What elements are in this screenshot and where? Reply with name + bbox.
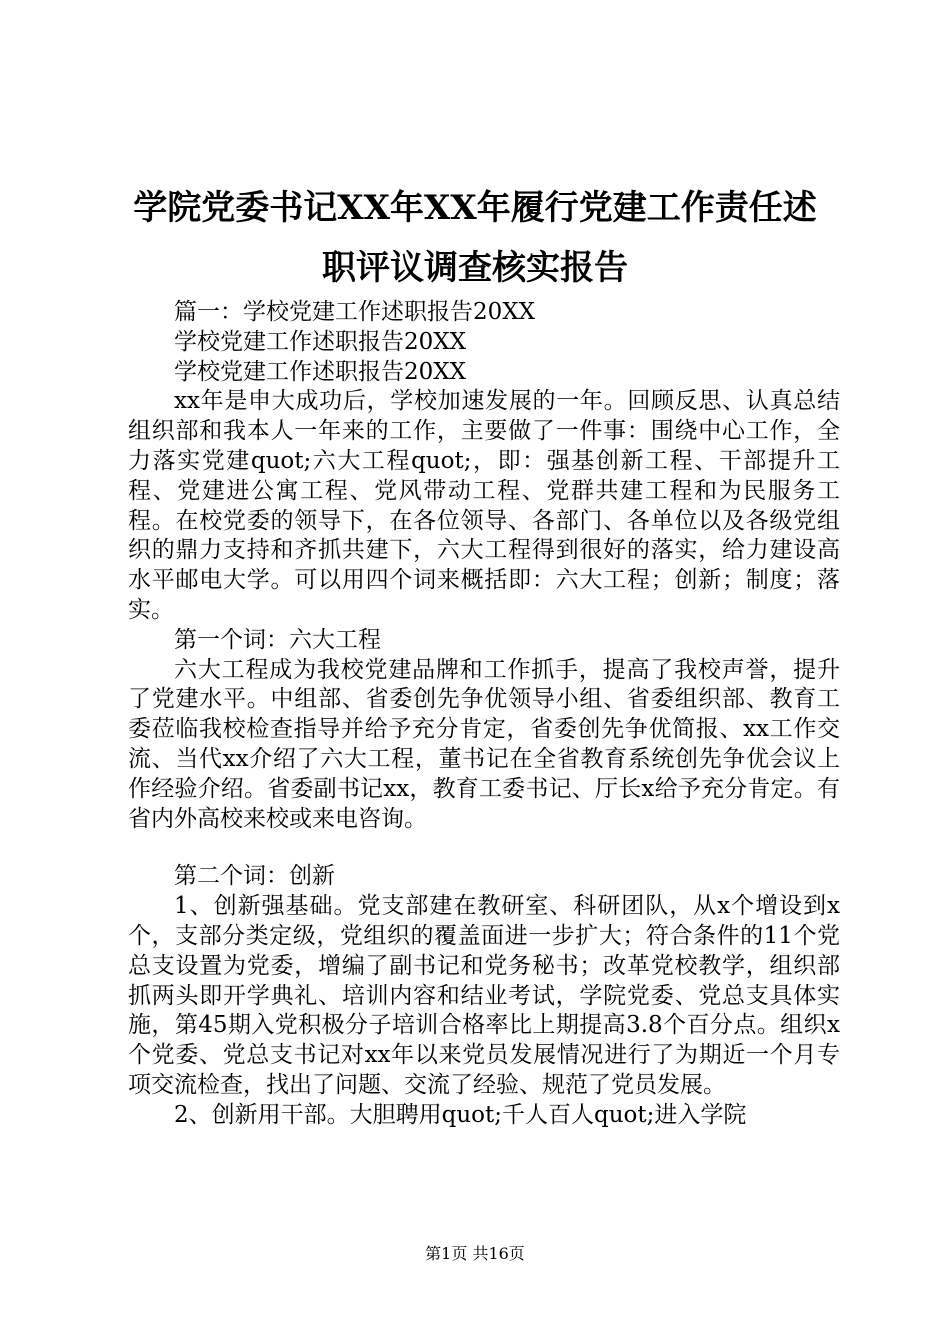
document-body bbox=[128, 298, 840, 1131]
body-paragraph: xx年是申大成功后，学校加速发展的一年。回顾反思、认真总结组织部和我本人一年来的工作，主要做了一件事：围绕中心工作，全力落实党建quot;六大工程quot;，即：强基创新工程、干部提升工程、党建进公寓工程、党风带动工程、党群共建工程和为民服务工程。在校党委的领导下，在各位领导、各部门、各单位以及各级党组织的鼎力支持和齐抓共建下，六大工程得到很好的落实，给力建设高水平邮电大学。可以用四个词来概括即：六大工程；创新；制度；落实。 bbox=[128, 388, 840, 623]
document-title-line-1: 学院党委书记XX年XX年履行党建工作责任述 bbox=[133, 188, 817, 228]
subheading: 学校党建工作述职报告20XX bbox=[174, 328, 467, 355]
document-title-line-2: 职评议调查核实报告 bbox=[322, 248, 628, 288]
body-paragraph: 1、创新强基础。党支部建在教研室、科研团队，从x个增设到x个，支部分类定级，党组织的覆盖面进一步扩大；符合条件的11个党总支设置为党委，增编了副书记和党务秘书；改革党校教学，组织部抓两头即开学典礼、培训内容和结业考试，学院党委、党总支具体实施，第45期入党积极分子培训合格率比上期提高3.8个百分点。组织x个党委、党总支书记对xx年以来党员发展情况进行了为期近一个月专项交流检查，找出了问题、交流了经验、规范了党员发展。 bbox=[128, 893, 840, 1098]
subheading: 学校党建工作述职报告20XX bbox=[174, 358, 467, 385]
body-paragraph: 六大工程成为我校党建品牌和工作抓手，提高了我校声誉，提升了党建水平。中组部、省委创先争优领导小组、省委组织部、教育工委莅临我校检查指导并给予充分肯定，省委创先争优简报、xx工作交流、当代xx介绍了六大工程，董书记在全省教育系统创先争优会议上作经验介绍。省委副书记xx，教育工委书记、厅长x给予充分肯定。有省内外高校来校或来电咨询。 bbox=[128, 656, 840, 832]
section-heading: 篇一：学校党建工作述职报告20XX bbox=[174, 299, 536, 325]
subheading: 第一个词：六大工程 bbox=[174, 626, 381, 653]
subheading: 第二个词：创新 bbox=[174, 863, 335, 890]
body-paragraph: 2、创新用干部。大胆聘用quot;千人百人quot;进入学院 bbox=[174, 1101, 747, 1128]
page-number-footer: 第1页 共16页 bbox=[425, 1244, 525, 1263]
